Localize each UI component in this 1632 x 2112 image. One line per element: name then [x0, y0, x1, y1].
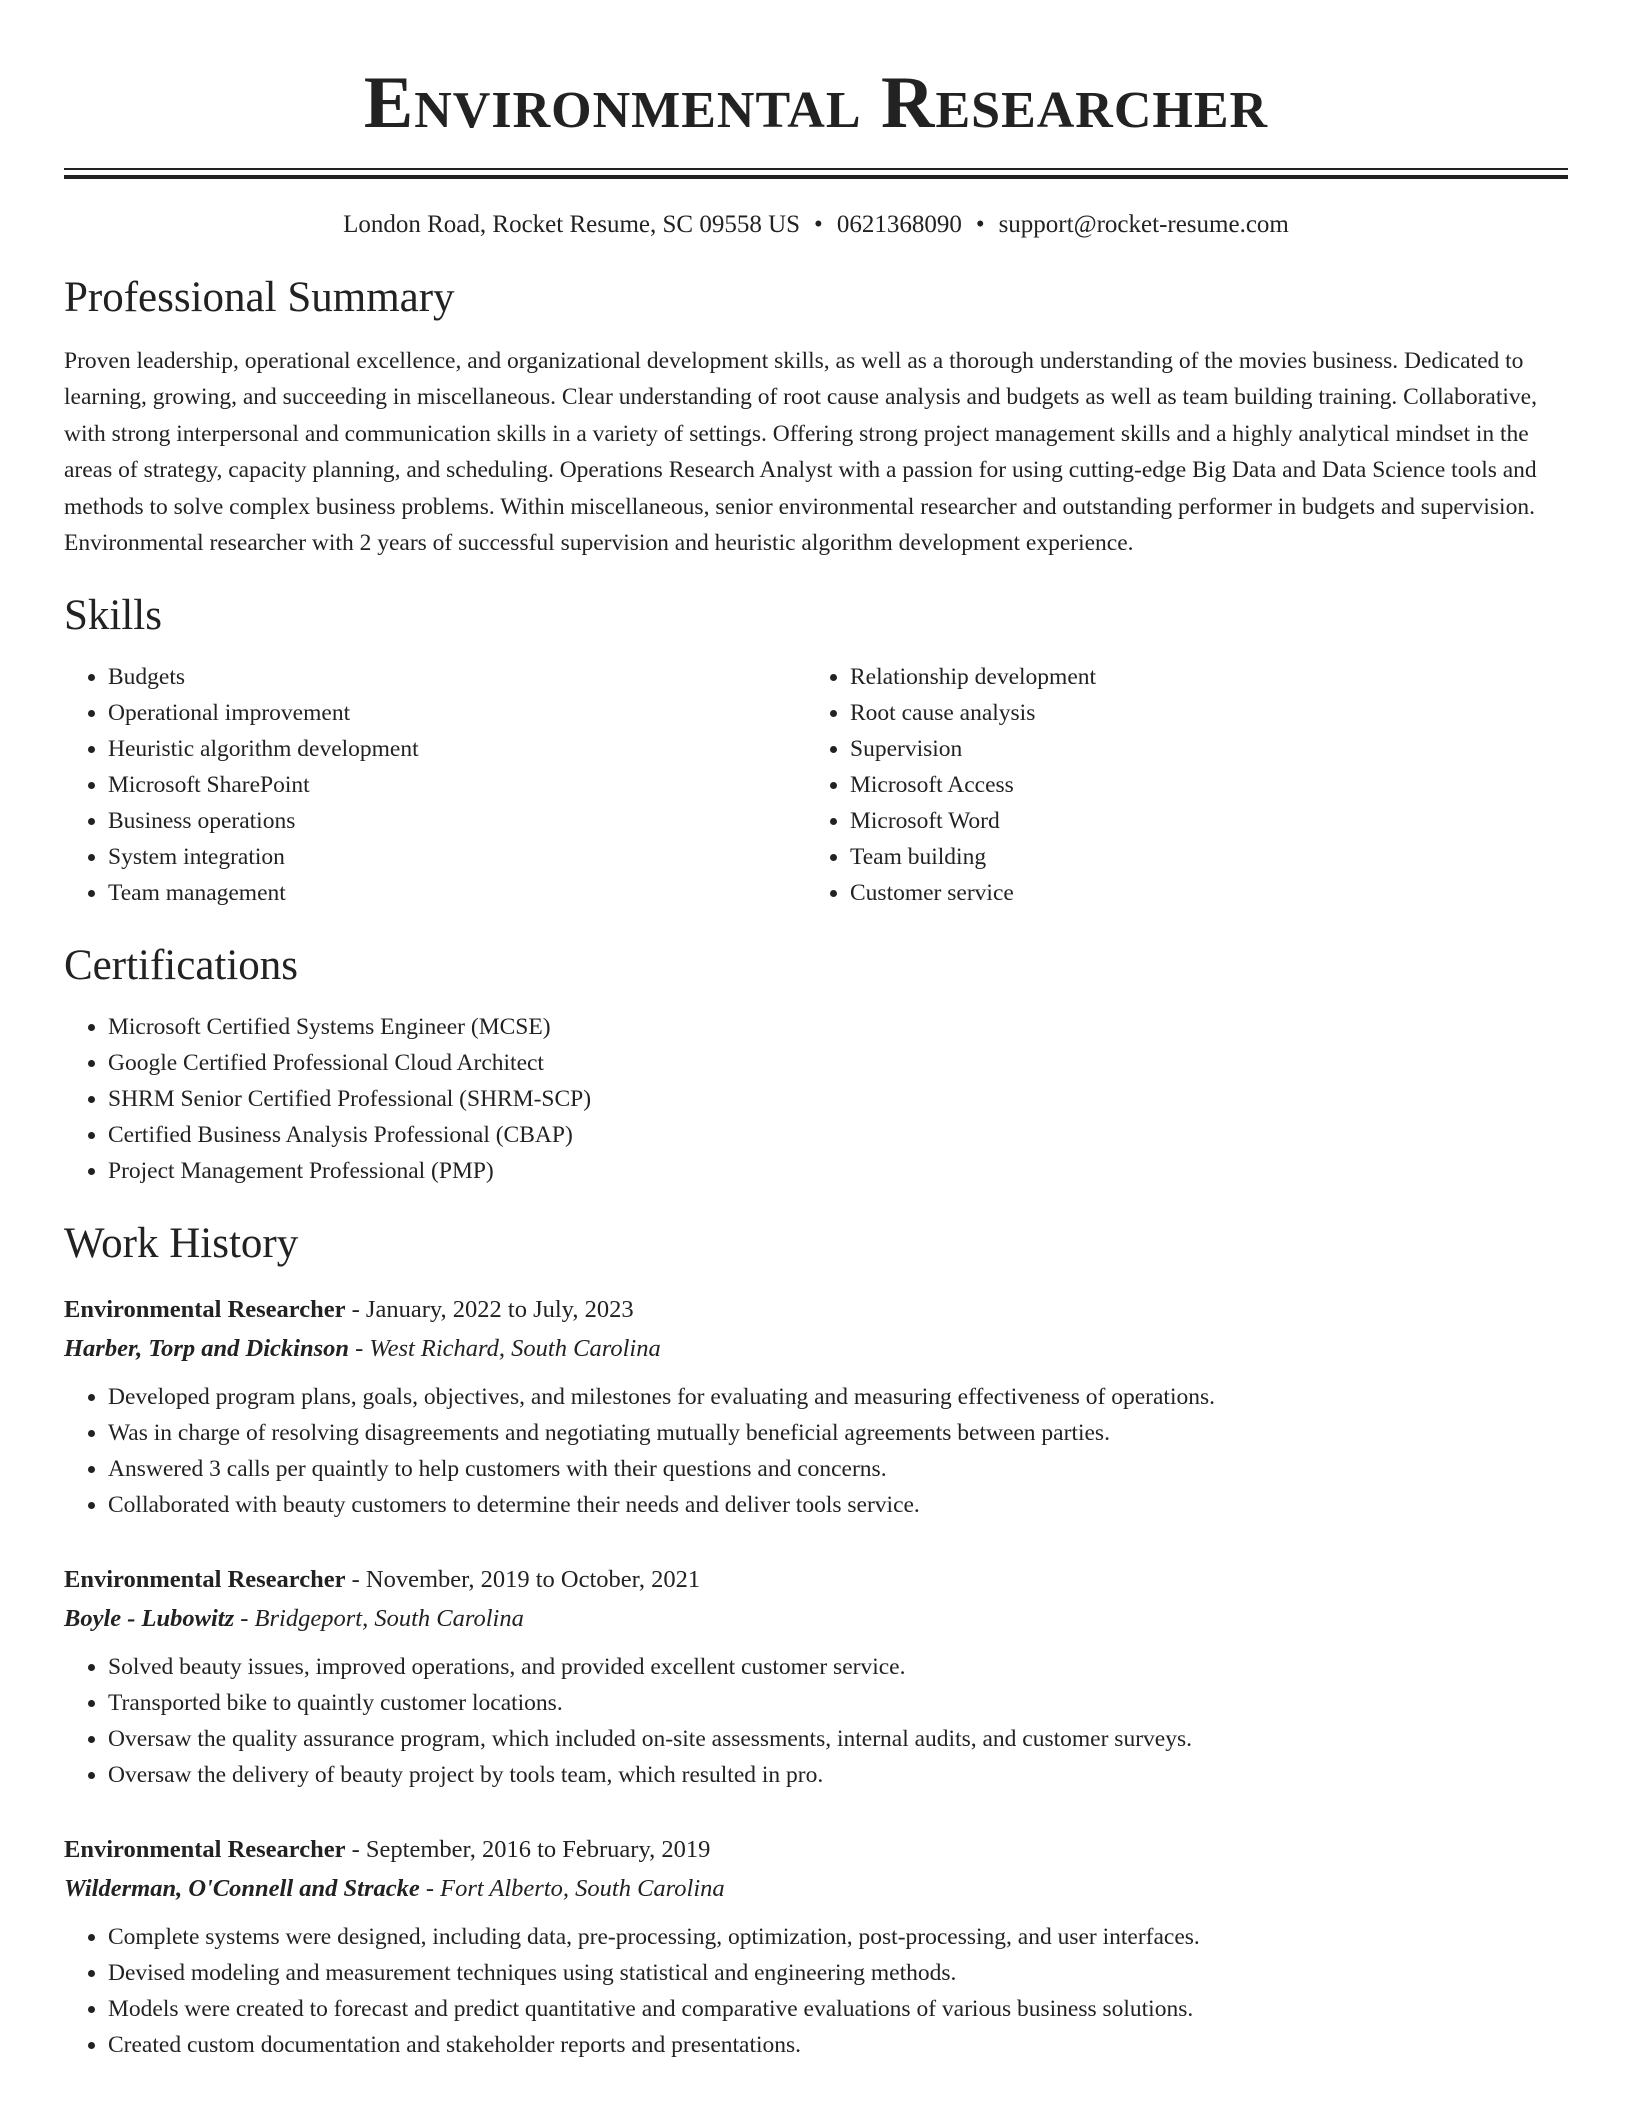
job-duties-list — [64, 1649, 1568, 1793]
skills-section — [64, 591, 1568, 911]
resume-title: Environmental Researcher — [363, 62, 1269, 144]
skill-item: • Customer service — [850, 875, 1548, 911]
job-company: Harber, Torp and Dickinson — [64, 1335, 349, 1363]
certification-item: • Microsoft Certified Systems Engineer (MCSE) — [108, 1009, 1568, 1045]
job-company-line — [64, 1329, 1568, 1369]
job-location: - Fort Alberto, South Carolina — [419, 1875, 725, 1903]
job-location: - Bridgeport, South Carolina — [234, 1605, 524, 1633]
contact-separator: • — [975, 211, 985, 238]
certifications-list — [64, 1009, 1568, 1189]
skill-item: • Microsoft Word — [850, 803, 1548, 839]
skill-item: • Relationship development — [850, 659, 1548, 695]
job-duty: • Devised modeling and measurement techniques using statistical and engineering methods. — [108, 1955, 1568, 1991]
skill-item: • System integration — [108, 839, 806, 875]
job-entry — [64, 1561, 1568, 1793]
job-duty: • Solved beauty issues, improved operations, and provided excellent customer service. — [108, 1649, 1568, 1685]
job-dates: - September, 2016 to February, 2019 — [345, 1836, 711, 1864]
job-role: Environmental Researcher — [64, 1296, 346, 1324]
contact-separator: • — [814, 211, 823, 238]
skills-heading: Skills — [64, 592, 162, 640]
skill-item: • Supervision — [850, 731, 1548, 767]
job-company: Wilderman, O'Connell and Stracke — [64, 1875, 420, 1903]
certifications-heading: Certifications — [64, 942, 299, 990]
skill-item: • Microsoft Access — [850, 767, 1548, 803]
contact-email: support@rocket-resume.com — [998, 211, 1289, 238]
job-company-line — [64, 1599, 1568, 1639]
job-duties-list — [64, 1919, 1568, 2063]
job-role: Environmental Researcher — [64, 1836, 346, 1864]
job-duty: • Oversaw the quality assurance program, which included on-site assessments, internal audits, and customer surveys. — [108, 1721, 1568, 1757]
job-duty: • Complete systems were designed, including data, pre-processing, optimization, post-processing, and user interfaces. — [108, 1919, 1568, 1955]
skill-item: • Budgets — [108, 659, 806, 695]
job-duty: • Models were created to forecast and predict quantitative and comparative evaluations of various business solutions. — [108, 1991, 1568, 2027]
job-role: Environmental Researcher — [64, 1566, 346, 1594]
job-duty: • Answered 3 calls per quaintly to help customers with their questions and concerns. — [108, 1451, 1568, 1487]
job-duties-list — [64, 1379, 1568, 1523]
job-company: Boyle - Lubowitz — [64, 1605, 235, 1633]
skill-item: • Heuristic algorithm development — [108, 731, 806, 767]
job-company-line — [64, 1869, 1568, 1909]
contact-phone: 0621368090 — [836, 211, 962, 238]
job-title-line — [64, 1561, 1568, 1599]
certification-item: • Project Management Professional (PMP) — [108, 1153, 1568, 1189]
job-dates: - January, 2022 to July, 2023 — [345, 1296, 634, 1324]
skill-item: • Team management — [108, 875, 806, 911]
job-title-line — [64, 1291, 1568, 1329]
job-duty: • Transported bike to quaintly customer locations. — [108, 1685, 1568, 1721]
summary-section — [64, 273, 1568, 561]
summary-text: Proven leadership, operational excellence, and organizational development skills, as well as a thorough understanding of the movies business. Dedicated to learning, growing, and succeeding in miscellaneous. Clear understanding of root cause analysis and budgets as well as team building training. Collaborative, with strong interpersonal and communication skills in a variety of settings. Offering strong project management skills and a highly analytical mindset in the areas of strategy, capacity planning, and scheduling. Operations Research Analyst with a passion for using cutting-edge Big Data and Data Science tools and methods to solve complex business problems. Within miscellaneous, senior environmental researcher and outstanding performer in budgets and supervision. Environmental researcher with 2 years of successful supervision and heuristic algorithm development experience. — [64, 348, 1537, 557]
job-duty: • Oversaw the delivery of beauty project by tools team, which resulted in pro. — [108, 1757, 1568, 1793]
title-divider — [64, 168, 1568, 179]
skill-item: • Root cause analysis — [850, 695, 1548, 731]
skills-list-left — [64, 659, 806, 911]
certifications-section — [64, 941, 1568, 1189]
skill-item: • Microsoft SharePoint — [108, 767, 806, 803]
work-history-section — [64, 1219, 1568, 2063]
skill-item: • Team building — [850, 839, 1548, 875]
skill-item: • Business operations — [108, 803, 806, 839]
job-entry — [64, 1291, 1568, 1523]
certification-item: • SHRM Senior Certified Professional (SHRM-SCP) — [108, 1081, 1568, 1117]
resume-page — [64, 0, 1568, 2063]
contact-address: London Road, Rocket Resume, SC 09558 US — [343, 211, 801, 238]
job-duty: • Collaborated with beauty customers to determine their needs and deliver tools service. — [108, 1487, 1568, 1523]
job-location: - West Richard, South Carolina — [349, 1335, 661, 1363]
job-duty: • Developed program plans, goals, objectives, and milestones for evaluating and measuring effectiveness of operations. — [108, 1379, 1568, 1415]
job-dates: - November, 2019 to October, 2021 — [345, 1566, 701, 1594]
job-entry — [64, 1831, 1568, 2063]
contact-line — [64, 209, 1568, 241]
job-title-line — [64, 1831, 1568, 1869]
certification-item: • Certified Business Analysis Professional (CBAP) — [108, 1117, 1568, 1153]
certification-item: • Google Certified Professional Cloud Architect — [108, 1045, 1568, 1081]
summary-heading: Professional Summary — [64, 274, 455, 321]
skills-list-right — [806, 659, 1548, 911]
work-history-heading: Work History — [64, 1220, 299, 1268]
job-duty: • Created custom documentation and stakeholder reports and presentations. — [108, 2027, 1568, 2063]
skill-item: • Operational improvement — [108, 695, 806, 731]
skills-columns — [64, 659, 1568, 911]
job-duty: • Was in charge of resolving disagreements and negotiating mutually beneficial agreements between parties. — [108, 1415, 1568, 1451]
